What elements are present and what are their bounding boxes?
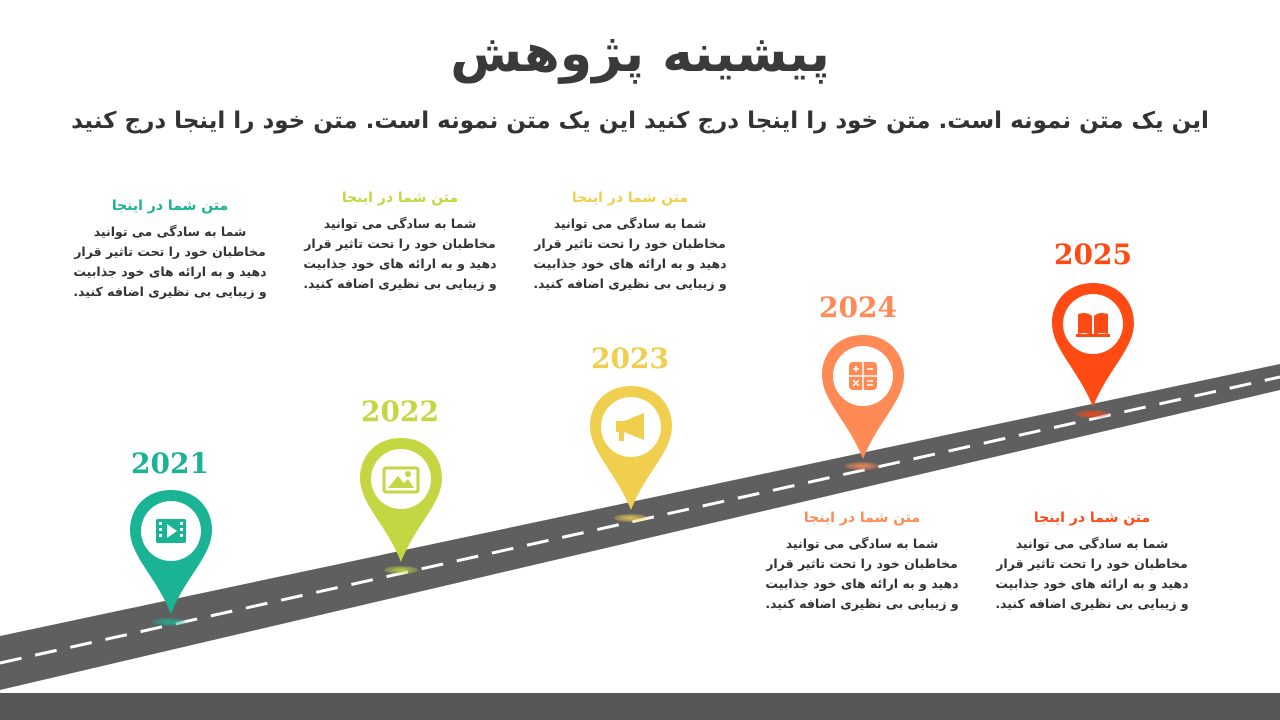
text-block-body: شما به سادگی می توانید مخاطبان خود را تحت تاثیر قرار دهید و به ارائه های خود جذابیت و زیبایی بی نظیری اضافه کنید. [765, 536, 959, 611]
year-2024: 2024 [819, 291, 897, 324]
video-icon [156, 519, 186, 543]
page-subtitle: این یک متن نمونه است. متن خود را اینجا درج کنید این یک متن نمونه است. متن خود را اینجا درج کنید [71, 108, 1209, 134]
text-block-body: شما به سادگی می توانید مخاطبان خود را تحت تاثیر قرار دهید و به ارائه های خود جذابیت و زیبایی بی نظیری اضافه کنید. [73, 224, 267, 299]
pin-2022 [356, 438, 446, 568]
text-block-2023 [530, 190, 730, 294]
pin-2021 [126, 490, 216, 620]
text-block-title: متن شما در اینجا [341, 190, 459, 206]
pin-2023 [586, 386, 676, 516]
text-block-body: شما به سادگی می توانید مخاطبان خود را تحت تاثیر قرار دهید و به ارائه های خود جذابیت و زیبایی بی نظیری اضافه کنید. [995, 536, 1189, 611]
text-block-title: متن شما در اینجا [571, 190, 689, 206]
text-block-2025 [992, 510, 1192, 614]
text-block-2022 [300, 190, 500, 294]
year-2021: 2021 [131, 447, 209, 480]
year-2023: 2023 [591, 342, 669, 375]
footer-bar [0, 693, 1280, 720]
year-2022: 2022 [361, 395, 439, 428]
text-block-body: شما به سادگی می توانید مخاطبان خود را تحت تاثیر قرار دهید و به ارائه های خود جذابیت و زیبایی بی نظیری اضافه کنید. [303, 216, 497, 291]
calculator-icon [849, 362, 877, 390]
text-block-title: متن شما در اینجا [1033, 510, 1151, 526]
text-block-2021 [70, 198, 270, 302]
text-block-2024 [762, 510, 962, 614]
text-block-title: متن شما در اینجا [803, 510, 921, 526]
text-block-body: شما به سادگی می توانید مخاطبان خود را تحت تاثیر قرار دهید و به ارائه های خود جذابیت و زیبایی بی نظیری اضافه کنید. [533, 216, 727, 291]
page-title: پیشینه پژوهش [450, 24, 830, 84]
text-block-title: متن شما در اینجا [111, 198, 229, 214]
pin-2024 [818, 335, 908, 465]
pin-2025 [1048, 283, 1138, 413]
year-2025: 2025 [1054, 238, 1132, 271]
